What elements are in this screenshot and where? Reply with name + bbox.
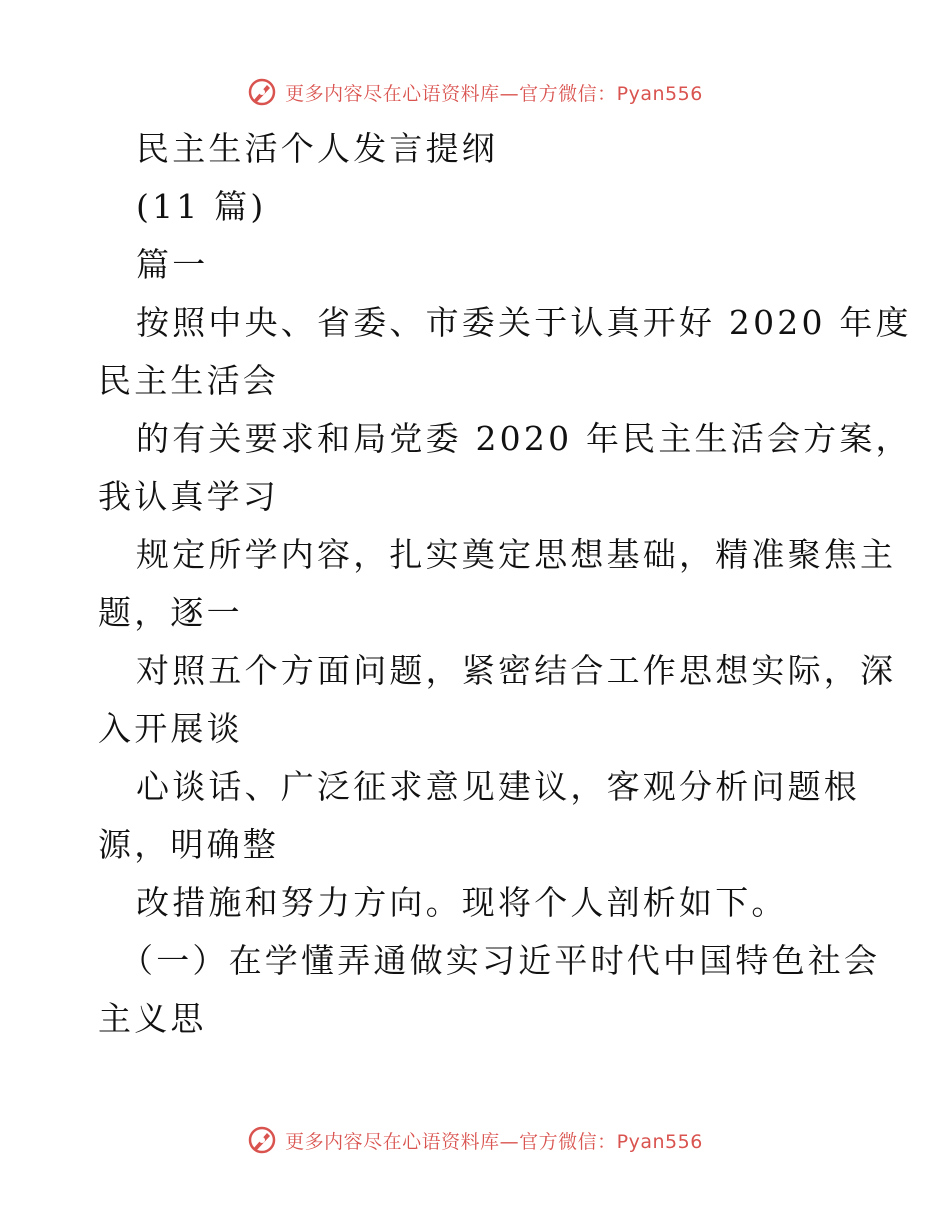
paragraph-line: 入开展谈 xyxy=(98,709,243,748)
paragraph-line: 题，逐一 xyxy=(98,593,243,632)
paragraph-line: 按照中央、省委、市委关于认真开好 2020 年度 xyxy=(136,303,912,342)
red-pen-logo-icon xyxy=(247,77,277,107)
section-heading: 篇一 xyxy=(136,245,209,284)
doc-subtitle: (11 篇) xyxy=(136,187,267,226)
footer-watermark-text: 更多内容尽在心语资料库—官方微信：Pyan556 xyxy=(285,1130,703,1153)
document-body xyxy=(98,120,912,1048)
paragraph-line: 我认真学习 xyxy=(98,477,279,516)
paragraph-line: 主义思 xyxy=(98,999,207,1038)
paragraph-line: 改措施和努力方向。现将个人剖析如下。 xyxy=(136,883,788,922)
red-pen-logo-icon xyxy=(247,1125,277,1155)
paragraph-line: 民主生活会 xyxy=(98,361,279,400)
paragraph-line: 的有关要求和局党委 2020 年民主生活会方案， xyxy=(136,419,912,458)
paragraph-line: 对照五个方面问题，紧密结合工作思想实际，深 xyxy=(136,651,897,690)
header-watermark-text: 更多内容尽在心语资料库—官方微信：Pyan556 xyxy=(285,82,703,105)
paragraph-line: （一）在学懂弄通做实习近平时代中国特色社会 xyxy=(120,941,881,980)
footer-watermark-banner xyxy=(0,1120,950,1160)
paragraph-line: 源，明确整 xyxy=(98,825,279,864)
header-watermark-banner xyxy=(0,72,950,112)
paragraph-line: 心谈话、广泛征求意见建议，客观分析问题根 xyxy=(136,767,860,806)
doc-title: 民主生活个人发言提纲 xyxy=(136,129,498,168)
paragraph-line: 规定所学内容，扎实奠定思想基础，精准聚焦主 xyxy=(136,535,897,574)
